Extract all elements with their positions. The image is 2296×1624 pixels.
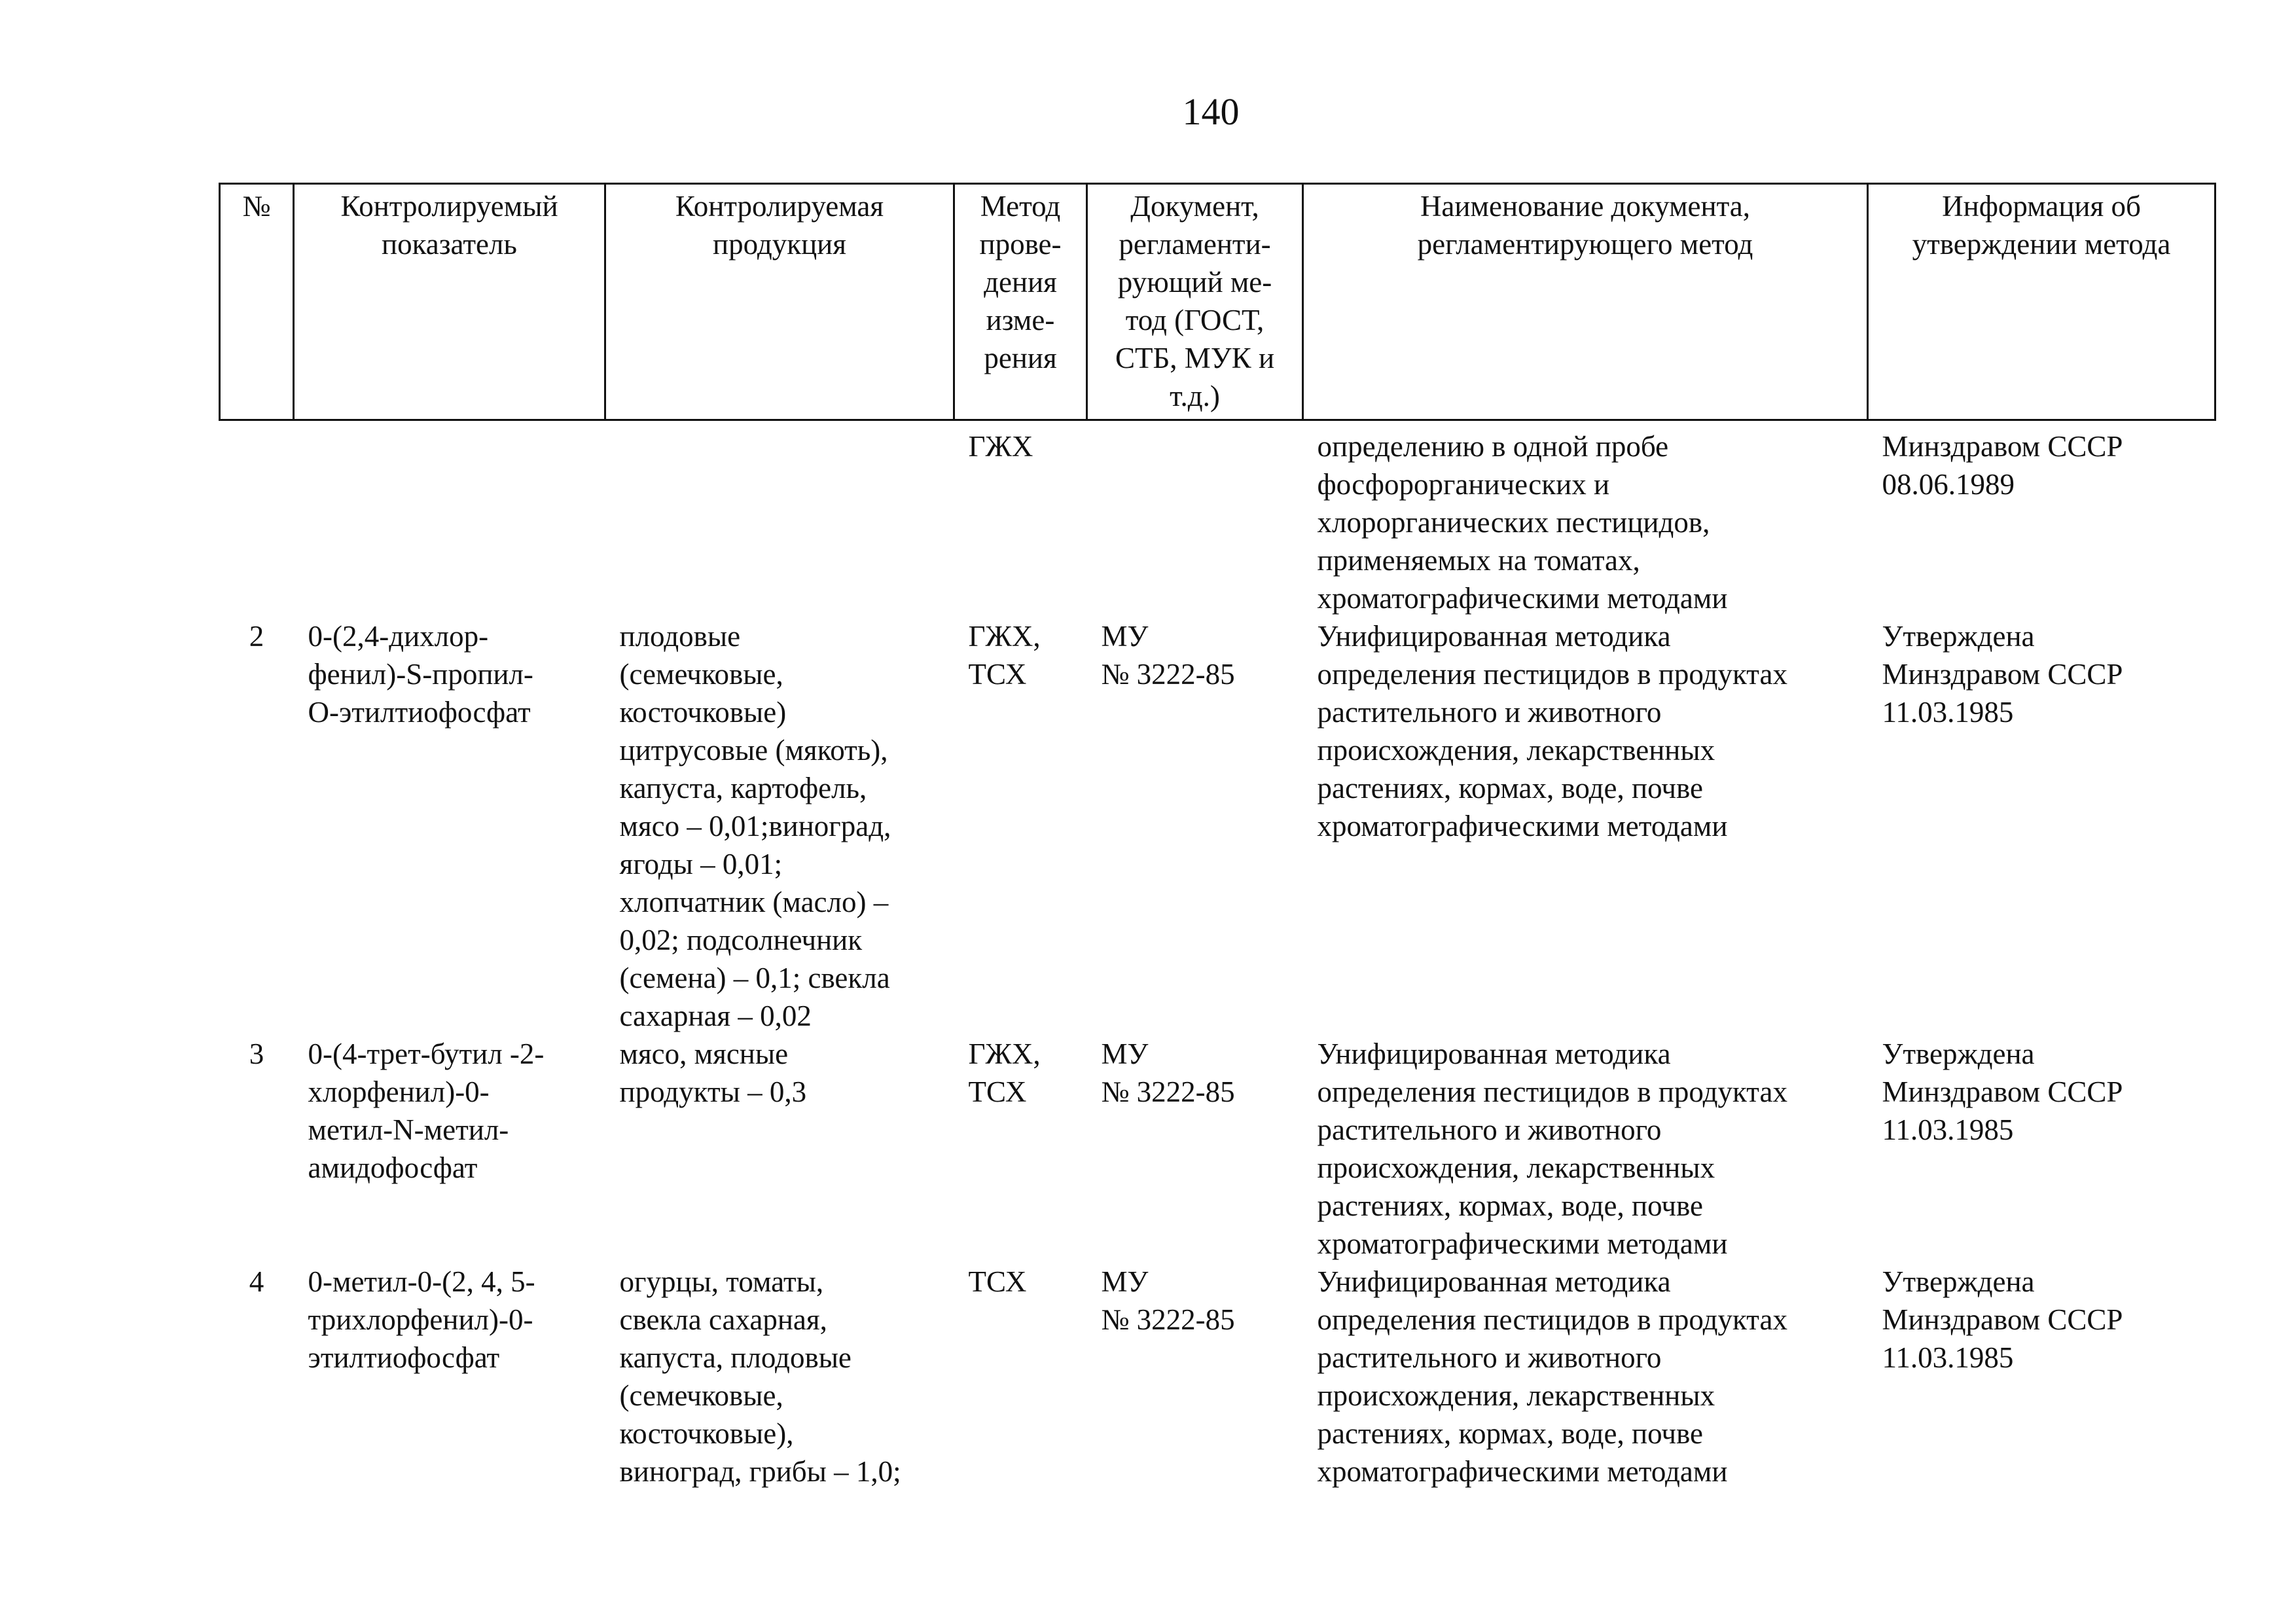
row-document: МУ № 3222-85 — [1101, 1038, 1235, 1108]
row-document-name: Унифицированная методика определения пестицидов в продуктах растительного и животного происхождения, лекарственных растениях, кормах, воде, почве хроматографическими методами — [1317, 1038, 1787, 1260]
row-document: МУ № 3222-85 — [1101, 1265, 1235, 1336]
row-indicator: 0-метил-0-(2, 4, 5- трихлорфенил)-0- этилтиофосфат — [308, 1265, 535, 1374]
row-number: 3 — [249, 1038, 264, 1070]
row-number: 4 — [249, 1265, 264, 1298]
row-approval: Утверждена Минздравом СССР 11.03.1985 — [1882, 1038, 2123, 1146]
row-document-name: Унифицированная методика определения пестицидов в продуктах растительного и животного происхождения, лекарственных растениях, кормах, воде, почве хроматографическими методами — [1317, 1265, 1787, 1488]
row-method: ГЖХ, ТСХ — [968, 1038, 1041, 1108]
row-document: МУ № 3222-85 — [1101, 620, 1235, 691]
table-row — [220, 420, 2215, 618]
methods-table — [219, 183, 2216, 1498]
row-products: плодовые (семечковые, косточковые) цитрусовые (мякоть), капуста, картофель, мясо – 0,01;виноград, ягоды – 0,01; хлопчатник (масло) – 0,02; подсолнечник (семена) – 0,1; свекла сахарная – 0,02 — [619, 620, 891, 1032]
row-indicator: 0-(2,4-дихлор- фенил)-S-пропил- O-этилтиофосфат — [308, 620, 533, 729]
header-row — [220, 184, 2215, 420]
row-indicator — [294, 420, 605, 618]
row-products: огурцы, томаты, свекла сахарная, капуста, плодовые (семечковые, косточковые), виноград, грибы – 1,0; — [619, 1265, 901, 1488]
row-document-name: определению в одной пробе фосфорорганических и хлорорганических пестицидов, применяемых на томатах, хроматографическими методами — [1317, 430, 1728, 615]
header-approval: Информация об утверждении метода — [1868, 184, 2215, 420]
header-number: № — [220, 184, 294, 420]
table-row — [220, 1263, 2215, 1498]
row-products: мясо, мясные продукты – 0,3 — [619, 1038, 807, 1108]
row-number — [220, 420, 294, 618]
page-number: 140 — [1182, 90, 1240, 133]
row-method: ГЖХ — [968, 430, 1033, 463]
table-row — [220, 617, 2215, 1035]
row-document-name: Унифицированная методика определения пестицидов в продуктах растительного и животного происхождения, лекарственных растениях, кормах, воде, почве хроматографическими методами — [1317, 620, 1787, 842]
row-document — [1087, 420, 1303, 618]
row-approval: Утверждена Минздравом СССР 11.03.1985 — [1882, 620, 2123, 729]
header-products: Контролируемая продукция — [605, 184, 954, 420]
row-indicator: 0-(4-трет-бутил -2- хлорфенил)-0- метил-N-метил- амидофосфат — [308, 1038, 545, 1184]
header-document-name: Наименование документа, регламентирующего метод — [1303, 184, 1868, 420]
row-products — [605, 420, 954, 618]
row-number: 2 — [249, 620, 264, 653]
header-document: Документ, регламенти- рующий ме- тод (ГОСТ, СТБ, МУК и т.д.) — [1087, 184, 1303, 420]
header-method: Метод прове- дения изме- рения — [954, 184, 1087, 420]
header-indicator: Контролируемый показатель — [294, 184, 605, 420]
row-method: ГЖХ, ТСХ — [968, 620, 1041, 691]
table-row — [220, 1035, 2215, 1263]
row-approval: Утверждена Минздравом СССР 11.03.1985 — [1882, 1265, 2123, 1374]
row-approval: Минздравом СССР 08.06.1989 — [1882, 430, 2123, 501]
row-method: ТСХ — [968, 1265, 1027, 1298]
